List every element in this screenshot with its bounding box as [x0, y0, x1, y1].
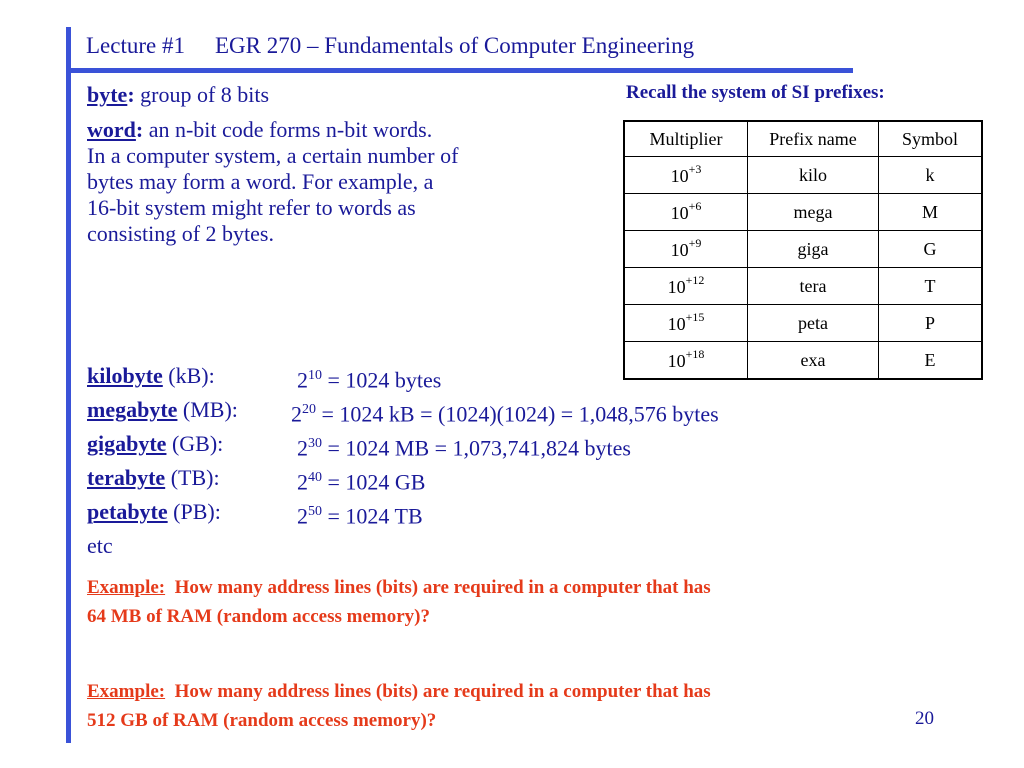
- table-header-row: [624, 121, 982, 157]
- table-row: [624, 231, 982, 268]
- word-text-line: In a computer system, a certain number of: [87, 143, 459, 168]
- prefix-name-cell: giga: [748, 231, 879, 268]
- example-question-cont: 64 MB of RAM (random access memory)?: [87, 606, 430, 627]
- column-header: Prefix name: [748, 121, 879, 157]
- column-header: Symbol: [879, 121, 983, 157]
- unit-row: [87, 464, 426, 498]
- unit-row: [87, 396, 719, 430]
- course-title: EGR 270 – Fundamentals of Computer Engineering: [214, 33, 695, 58]
- unit-value: $2^{30} = 1024$ MB = 1,073,741,824 bytes: [297, 435, 631, 461]
- example-question: How many address lines (bits) are required in a computer that has: [165, 681, 711, 702]
- multiplier-cell: $10^{+12}$: [624, 268, 748, 305]
- prefix-name-cell: peta: [748, 305, 879, 342]
- byte-units-list: [87, 362, 719, 566]
- word-text-line: consisting of 2 bytes.: [87, 221, 274, 246]
- unit-term: megabyte: [87, 397, 178, 422]
- unit-value: $2^{40} = 1024$ GB: [297, 469, 426, 495]
- unit-abbr: (PB):: [167, 499, 221, 524]
- left-accent-bar: [66, 27, 71, 743]
- unit-abbr: (MB):: [177, 397, 238, 422]
- word-text-line: 16-bit system might refer to words as: [87, 195, 416, 220]
- unit-term: terabyte: [87, 465, 166, 490]
- unit-abbr: (TB):: [165, 465, 220, 490]
- table-row: [624, 342, 982, 380]
- word-text-line: an n-bit code forms n-bit words.: [143, 117, 433, 142]
- unit-term: kilobyte: [87, 363, 163, 388]
- table-row: [624, 194, 982, 231]
- word-text-line: bytes may form a word. For example, a: [87, 169, 434, 194]
- unit-abbr: (GB):: [166, 431, 224, 456]
- example-question: How many address lines (bits) are required in a computer that has: [165, 577, 711, 598]
- prefix-name-cell: tera: [748, 268, 879, 305]
- slide-title: [86, 33, 694, 59]
- unit-value: $2^{20} = 1024$ kB = (1024)(1024) = 1,048,576 bytes: [291, 401, 719, 427]
- prefix-name-cell: mega: [748, 194, 879, 231]
- symbol-cell: G: [879, 231, 983, 268]
- example-2: [87, 677, 711, 735]
- symbol-cell: P: [879, 305, 983, 342]
- example-label: Example:: [87, 681, 166, 702]
- table-row: [624, 268, 982, 305]
- symbol-cell: k: [879, 157, 983, 194]
- page-number: 20: [915, 708, 934, 729]
- multiplier-cell: $10^{+3}$: [624, 157, 748, 194]
- unit-value: $2^{50} = 1024$ TB: [297, 503, 423, 529]
- unit-row: [87, 362, 442, 396]
- prefix-name-cell: exa: [748, 342, 879, 380]
- example-label: Example:: [87, 577, 166, 598]
- multiplier-cell: $10^{+15}$: [624, 305, 748, 342]
- unit-term: petabyte: [87, 499, 168, 524]
- example-question-cont: 512 GB of RAM (random access memory)?: [87, 710, 437, 731]
- example-1: [87, 573, 711, 631]
- prefix-name-cell: kilo: [748, 157, 879, 194]
- word-colon: :: [135, 117, 144, 142]
- symbol-cell: T: [879, 268, 983, 305]
- symbol-cell: E: [879, 342, 983, 380]
- word-definition: [87, 117, 458, 247]
- column-header: Multiplier: [624, 121, 748, 157]
- word-term: word: [87, 117, 136, 142]
- byte-definition: [87, 82, 269, 108]
- unit-value: $2^{10} = 1024$ bytes: [297, 367, 442, 393]
- byte-text: group of 8 bits: [134, 82, 270, 107]
- unit-row: [87, 430, 631, 464]
- etc-text: etc: [87, 533, 113, 558]
- multiplier-cell: $10^{+6}$: [624, 194, 748, 231]
- unit-abbr: (kB):: [162, 363, 215, 388]
- title-underline-bar: [66, 68, 853, 73]
- table-row: [624, 157, 982, 194]
- symbol-cell: M: [879, 194, 983, 231]
- unit-row: [87, 498, 423, 532]
- byte-colon: :: [127, 82, 135, 107]
- lecture-label: Lecture #1: [86, 33, 185, 58]
- si-prefix-table: [623, 120, 983, 380]
- si-table-caption: Recall the system of SI prefixes:: [626, 82, 885, 103]
- multiplier-cell: $10^{+9}$: [624, 231, 748, 268]
- table-row: [624, 305, 982, 342]
- byte-term: byte: [87, 82, 128, 107]
- multiplier-cell: $10^{+18}$: [624, 342, 748, 380]
- unit-term: gigabyte: [87, 431, 167, 456]
